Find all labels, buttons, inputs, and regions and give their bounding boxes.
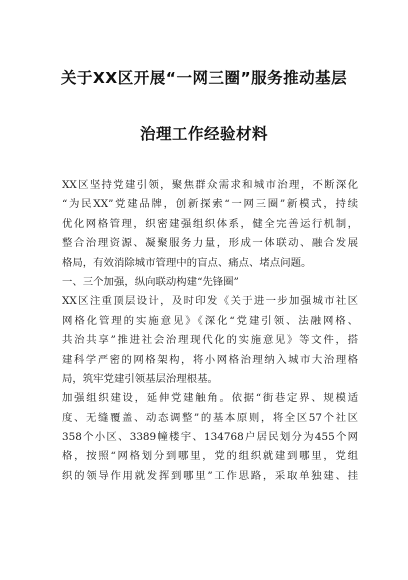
body-line-10: 建科学严密的网格架构，将小网格治理纳入城市大治理格 [62,353,358,366]
body-line-7: XX区注重顶层设计，及时印发《关于进一步加强城市社区 [62,295,358,308]
body-line-11: 局，筑牢党建引领基层治理根基。 [62,372,218,385]
body-line-15: 格，按照“网格划分到哪里，党的组织就建到哪里，党组 [62,450,358,463]
document-body [62,176,358,486]
body-line-9: 共治共享”推进社会治理现代化的实施意见》等文件，搭 [62,334,358,347]
body-line-16: 织的领导作用就发挥到哪里”工作思路，采取单独建、挂 [62,469,358,482]
document-title-line-2: 治理工作经验材料 [139,125,268,143]
body-line-8: 网格化管理的实施意见》《深化“党建引领、法融网格、 [62,314,358,327]
body-line-12: 加强组织建设，延伸党建触角。依据“街巷定界、规模适 [62,392,358,405]
body-line-4: 整合治理资源、凝聚服务力量，形成一体联动、融合发展 [62,237,358,250]
body-line-2: “为民XX”党建品牌，创新探索“一网三圈”新模式，持续 [62,198,358,211]
body-line-3: 优化网格管理，织密建强组织体系，健全完善运行机制， [62,217,358,230]
body-line-1: XX区坚持党建引领，聚焦群众需求和城市治理，不断深化 [62,179,358,191]
body-line-14: 358个小区、3389幢楼宇、134768户居民划分为455个网 [62,431,358,444]
section-heading-1: 一、三个加强，纵向联动构建“先锋圈” [62,275,239,288]
document-title-line-1: 关于XX区开展“一网三圈”服务推动基层 [60,69,348,87]
body-line-5: 格局，有效消除城市管理中的盲点、痛点、堵点问题。 [62,256,312,269]
body-line-13: 度、无缝覆盖、动态调整”的基本原则，将全区57个社区 [62,411,358,424]
